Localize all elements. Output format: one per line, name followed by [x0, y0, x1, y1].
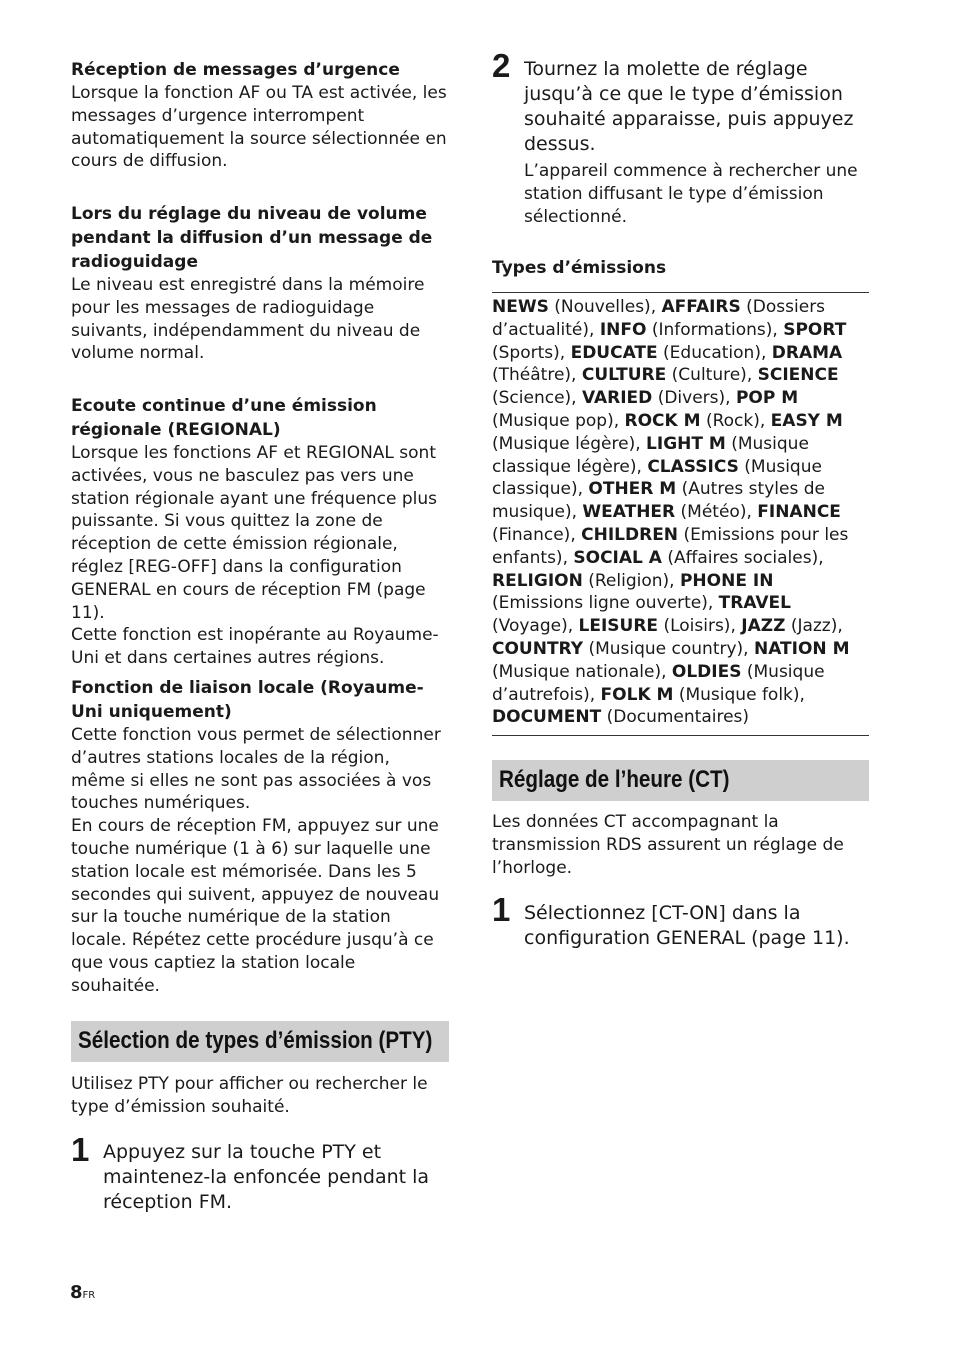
program-type-code: DRAMA [771, 342, 843, 363]
program-type-description: (Musique légère) [492, 433, 636, 454]
program-type-description: (Sports) [492, 342, 560, 363]
types-heading-block [492, 256, 869, 280]
program-type-code: JAZZ [741, 616, 786, 637]
step-text: Appuyez sur la touche PTY et maintenez-la enfoncée pendant la réception FM. [103, 1141, 430, 1213]
program-type-code: POP M [735, 388, 799, 409]
pty-intro [71, 1073, 449, 1119]
program-type-code: EASY M [770, 410, 843, 431]
program-type-description: (Autres styles de musique) [492, 479, 825, 523]
program-type-item [492, 297, 651, 317]
program-type-item [492, 707, 749, 727]
program-type-description: (Théâtre) [492, 365, 572, 386]
program-type-item [492, 639, 743, 659]
step-text: Tournez la molette de réglage jusqu’à ce que le type d’émission souhaité apparaisse, puis appuyez dessus. [524, 58, 854, 155]
program-type-description: (Musique classique légère) [492, 433, 809, 477]
program-type-item [571, 343, 761, 363]
step-number: 2 [492, 47, 511, 84]
program-type-code: INFO [599, 319, 647, 340]
paragraph: Lorsque les fonctions AF et REGIONAL sont activées, vous ne basculez pas vers une station régionale ayant une fréquence plus puissante. Si vous quittez la zone de réception de cette émission régionale, réglez [REG-OFF] dans la configuration GENERAL en cours de réception FM (page 11). [71, 443, 438, 623]
step-text: Sélectionnez [CT-ON] dans la configuration GENERAL (page 11). [524, 902, 850, 949]
program-type-item [579, 616, 731, 636]
program-type-description: (Musique classique) [492, 456, 822, 500]
step-number: 1 [492, 891, 511, 928]
subheading: Lors du réglage du niveau de volume pendant la diffusion d’un message de radioguidage [71, 204, 433, 272]
program-type-description: (Voyage) [492, 616, 568, 637]
step-description: L’appareil commence à rechercher une station diffusant le type d’émission sélectionné. [524, 161, 858, 227]
program-type-code: FINANCE [757, 502, 841, 523]
program-type-description: (Science) [492, 388, 572, 409]
program-type-description: (Musique folk) [678, 684, 800, 705]
program-type-code: TRAVEL [718, 593, 791, 614]
section-title: Réglage de l’heure (CT) [499, 766, 730, 793]
program-type-item [625, 411, 760, 431]
program-type-description: (Informations) [651, 319, 773, 340]
program-type-code: SPORT [783, 319, 847, 340]
program-type-code: OTHER M [588, 479, 677, 500]
program-type-item [601, 685, 800, 705]
section-urgence [71, 58, 449, 173]
program-type-code: FOLK M [600, 684, 674, 705]
program-type-description: (Musique country) [588, 638, 744, 659]
program-type-code: LIGHT M [646, 433, 726, 454]
program-type-description: (Documentaires) [606, 707, 750, 728]
program-type-item [582, 502, 746, 522]
program-type-description: (Musique pop) [492, 410, 614, 431]
paragraph: Utilisez PTY pour afficher ou rechercher le type d’émission souhaité. [71, 1074, 428, 1117]
program-type-item [741, 616, 837, 636]
section-title-bar-ct [492, 760, 869, 801]
program-type-code: NEWS [492, 297, 549, 317]
subheading: Types d’émissions [492, 258, 667, 278]
program-type-code: SCIENCE [757, 365, 839, 386]
program-type-code: SOCIAL A [573, 547, 662, 568]
paragraph: En cours de réception FM, appuyez sur une touche numérique (1 à 6) sur laquelle une station locale est mémorisée. Dans les 5 secondes qui suivent, appuyez de nouveau sur la touche numérique de la station locale. Répétez cette procédure jusqu’à ce que vous captiez la station locale souhaitée. [71, 816, 440, 996]
program-type-description: (Divers) [657, 388, 726, 409]
program-type-description: (Affaires sociales) [667, 547, 819, 568]
program-type-code: CHILDREN [581, 524, 679, 545]
program-type-item [582, 388, 725, 408]
program-type-description: (Religion) [588, 570, 670, 591]
paragraph: Lorsque la fonction AF ou TA est activée, les messages d’urgence interrompent automatiquement la source sélectionnée en cours de diffusion. [71, 83, 447, 172]
program-type-description: (Météo) [680, 502, 747, 523]
program-type-code: RELIGION [492, 570, 583, 591]
program-type-code: WEATHER [582, 502, 676, 523]
program-type-description: (Emissions pour les enfants) [492, 524, 849, 568]
program-type-description: (Jazz) [790, 616, 838, 637]
section-title: Sélection de types d’émission (PTY) [78, 1027, 433, 1054]
step-number: 1 [71, 1131, 90, 1168]
section-regional [71, 394, 449, 670]
section-liaison-locale [71, 676, 449, 998]
program-type-description: (Musique nationale) [492, 661, 662, 682]
subheading: Ecoute continue d’une émission régionale (REGIONAL) [71, 396, 377, 440]
program-type-code: EDUCATE [570, 342, 658, 363]
program-type-code: OLDIES [671, 661, 742, 682]
program-type-code: NATION M [753, 638, 850, 659]
paragraph: Le niveau est enregistré dans la mémoire pour les messages de radioguidage suivants, indépendamment du niveau de volume normal. [71, 275, 425, 364]
program-types-box [492, 292, 869, 736]
ct-intro [492, 811, 869, 879]
program-types-list: NEWS (Nouvelles), AFFAIRS (Dossiers d’actualité), INFO (Informations), SPORT (Sports), EDUCATE (Education), DRAMA (Théâtre), CULTURE (Culture), SCIENCE (Science), VARIED (Divers), POP M (Musique pop), ROCK M (Rock), EASY M (Musique légère), LIGHT M (Musique classique légère), CLASSICS (Musique classique), OTHER M (Autres styles de musique), WEATHER (Météo), FINANCE (Finance), CHILDREN (Emissions pour les enfants), SOCIAL A (Affaires sociales), RELIGION (Religion), PHONE IN (Emissions ligne ouverte), TRAVEL (Voyage), LEISURE (Loisirs), JAZZ (Jazz), COUNTRY (Musique country), NATION M (Musique nationale), OLDIES (Musique d’autrefois), FOLK M (Musique folk), DOCUMENT (Documentaires) [492, 297, 850, 728]
subheading: Réception de messages d’urgence [71, 60, 400, 80]
section-title-bar-pty [71, 1021, 449, 1062]
program-type-code: COUNTRY [492, 638, 584, 659]
program-type-description: (Finance) [492, 524, 571, 545]
program-type-code: AFFAIRS [661, 297, 741, 317]
program-type-item [600, 320, 773, 340]
program-type-code: ROCK M [624, 410, 701, 431]
program-type-code: VARIED [581, 388, 653, 409]
program-type-code: LEISURE [578, 616, 659, 637]
paragraph: Cette fonction vous permet de sélectionner d’autres stations locales de la région, même si elles ne sont pas associées à vos touches numériques. [71, 725, 441, 814]
page-number-value: 8 [70, 1282, 83, 1303]
program-type-description: (Dossiers d’actualité) [492, 297, 826, 340]
program-type-description: (Musique d’autrefois) [492, 661, 825, 705]
page-number [70, 1282, 95, 1303]
program-type-code: DOCUMENT [492, 707, 602, 728]
program-type-description: (Nouvelles) [554, 297, 651, 317]
program-type-code: CLASSICS [647, 456, 739, 477]
program-type-item [573, 548, 818, 568]
program-type-description: (Emissions ligne ouverte) [492, 593, 708, 614]
program-type-description: (Loisirs) [663, 616, 731, 637]
program-type-item [582, 365, 747, 385]
program-type-description: (Education) [663, 342, 761, 363]
section-volume [71, 202, 449, 365]
page-language-code: FR [82, 1290, 96, 1301]
paragraph: Cette fonction est inopérante au Royaume-Uni et dans certaines autres régions. [71, 625, 439, 669]
paragraph: Les données CT accompagnant la transmission RDS assurent un réglage de l’horloge. [492, 812, 844, 878]
program-type-item [492, 571, 669, 591]
program-type-code: PHONE IN [679, 570, 774, 591]
program-type-description: (Culture) [671, 365, 747, 386]
program-type-description: (Rock) [705, 410, 760, 431]
program-type-code: CULTURE [581, 365, 667, 386]
subheading: Fonction de liaison locale (Royaume-Uni uniquement) [71, 678, 424, 722]
